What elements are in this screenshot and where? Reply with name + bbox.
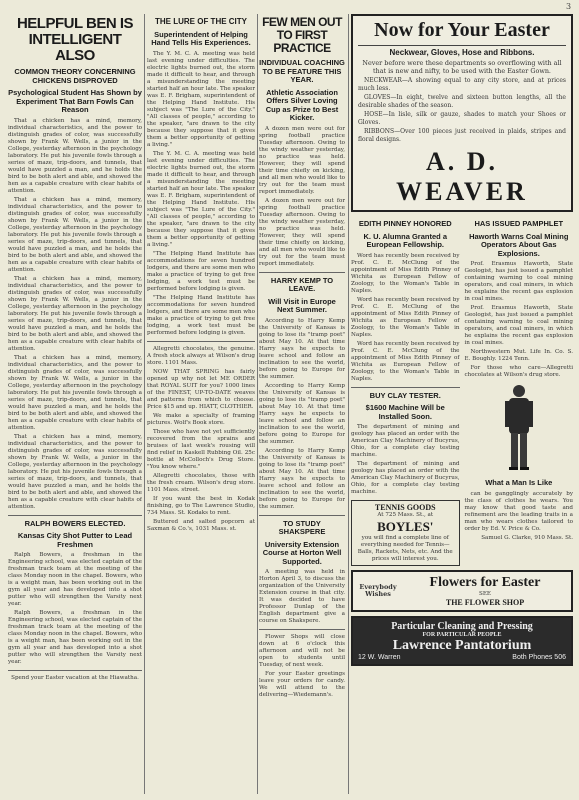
headline-shakspere: TO STUDY SHAKSPERE <box>278 518 326 536</box>
tennis-address: At 725 Mass. St., at <box>377 512 434 518</box>
easter-body: Never before were these departments so overflowing with all that is new and nifty, to be used with the Easter Gown. <box>362 59 562 75</box>
tennis-title: TENNIS GOODS <box>374 503 436 512</box>
headline-few-men: FEW MEN OUT TO FIRST PRACTICE <box>262 15 342 55</box>
article-body-pamphlet: Prof. Erasmus Haworth, State Geologist, has just issued a pamphlet containing warning to coal mining operators, and coal miners, in which he explains the recent gas explosion in coal mines. Prof. Erasmus Haworth, State Geologist, has just issued a pamphlet containing warning to coal mining operators, and coal miners, in which he explains the recent gas explosion in coal mines. Northwestern Mut. Life In. Co. S. E. Boughly. 1224 Tenn. For those who care—Allegretti chocolates at Wilson's drug store. <box>464 261 573 378</box>
deck-coaching: INDIVIDUAL COACHING TO BE FEATURE THIS YEAR. <box>259 58 345 84</box>
pantatorium-top: Particular Cleaning and Pressing <box>391 621 533 632</box>
deck-psychology: Psychological Student Has Shown by Experiment That Barn Fowls Can Reason <box>8 88 142 114</box>
ads-split-area <box>351 216 573 566</box>
divider <box>8 515 142 516</box>
page-number: 3 <box>566 2 572 11</box>
headline-lure-of-city: THE LURE OF THE CITY <box>155 17 247 26</box>
hiawatha-notice: Spend your Easter vacation at the Hiawatha. <box>11 675 139 681</box>
deck-pinney: K. U. Alumna Granted a European Fellowship. <box>363 231 447 249</box>
column-rule <box>348 14 349 794</box>
divider <box>259 629 345 630</box>
pantatorium-sub: FOR PARTICULAR PEOPLE <box>422 632 502 638</box>
headline-ralph-bowers: RALPH BOWERS ELECTED. <box>24 518 126 528</box>
easter-title: Now for Your Easter <box>374 19 550 41</box>
headline-clay-tester: BUY CLAY TESTER. <box>369 390 441 400</box>
headline-helpful-ben: HELPFUL BEN IS INTELLIGENT ALSO <box>16 15 134 64</box>
flower-shop: THE FLOWER SHOP <box>445 598 525 607</box>
pantatorium-name: Lawrence Pantatorium <box>392 638 532 653</box>
divider <box>259 515 345 516</box>
deck-chickens: COMMON THEORY CONCERNING CHICKENS DISPROVED <box>14 67 136 85</box>
headline-pamphlet: HAS ISSUED PAMPHLET <box>474 219 564 228</box>
deck-pamphlet: Haworth Warns Coal Mining Operators About Gas Explosions. <box>469 231 569 258</box>
flowers-left: Everybody Wishes <box>359 583 397 598</box>
divider <box>259 272 345 273</box>
article-body-pinney: Word has recently been received by Prof. C. E. McClung of the appointment of Miss Edith Pinney of Wichita as European Fellow of Zoology, to the Woman's Table in Naples. Word has recently been received by Prof. C. E. McClung of the appointment of Miss Edith Pinney of Wichita as European Fellow of Zoology, to the Woman's Table in Naples. Word has recently been received by Prof. C. E. McClung of the appointment of Miss Edith Pinney of Wichita as European Fellow of Zoology, to the Woman's Table in Naples. <box>351 252 460 382</box>
headline-harry-kemp: HARRY KEMP TO LEAVE. <box>270 275 334 293</box>
flowers-ad <box>351 570 573 612</box>
pantatorium-address: 12 W. Warren <box>358 654 401 661</box>
man-caption: What a Man Is Like <box>485 478 553 487</box>
easter-item: NECKWEAR—A showing equal to any city store, and at prices much less. <box>358 77 566 92</box>
article-body-football: A dozen men were out for spring football practice Tuesday afternoon. Owing to the windy weather yesterday, no practice was held. However, they will spend their time chiefly on kicking, and all men who would like to try out for the team must report immediately. A dozen men were out for spring football practice Tuesday afternoon. Owing to the windy weather yesterday, no practice was held. However, they will spend their time chiefly on kicking, and all men who would like to try out for the team must report immediately. <box>259 125 345 267</box>
easter-item: HOSE—In lisle, silk or gauze, shades to match your Shoes or Gloves. <box>358 111 566 126</box>
ads-left <box>351 216 460 566</box>
deck-clay-tester: $1600 Machine Will be Installed Soon. <box>365 403 445 421</box>
deck-helping-hand: Superintendent of Helping Hand Tells His Experiences. <box>151 29 251 47</box>
divider <box>147 341 255 342</box>
weaver-easter-ad <box>351 14 573 212</box>
ad-list-col2: Allegretti chocolates, the genuine. A fresh stock always at Wilson's drug store. 1101 Mass. NOW THAT SPRING has fairly opened up why not let ME ORDER that ROYAL SUIT for you? 1000 lines of the FINEST, UP-TO-DATE weaves and patterns from which to choose. Price $15 and up. HIATT, CLOTHIER. We make a specialty of framing pictures. Wolf's Book store. Those who have not yet sufficiently recovered from the sprains and bruises of last week's rousing will find relief in Kaskell Rubbing Oil. 25c bottle at McColloch's Drug Store. "You know where." Allegretti chocolates, those with the fresh cream. Wilson's drug store. 1101 Mass. street. If you want the best in Kodak finishing, go to The Lawrence Studio, 734 Mass. St. Kodaks to rent. Buttered and salted popcorn at Saxman & Co.'s, 1031 Mass. st. <box>147 345 255 532</box>
flowers-title: Flowers for Easter <box>429 575 541 590</box>
headline-pinney: EDITH PINNEY HONORED <box>358 219 452 228</box>
column-rule <box>144 14 145 794</box>
article-body-clay: The department of mining and geology has placed an order with the American Clay Machinery of Bucyrus, Ohio, for a complete clay testing machine. The department of mining and geology has placed an order with the American Clay Machinery of Bucyrus, Ohio, for a complete clay testing machine. <box>351 424 460 495</box>
column-2 <box>147 14 255 794</box>
tennis-store: BOYLES' <box>377 519 434 534</box>
column-1 <box>8 14 142 794</box>
pantatorium-ad <box>351 616 573 666</box>
deck-europe: Will Visit in Europe Next Summer. <box>268 296 336 314</box>
tennis-ad <box>351 500 460 566</box>
easter-subtitle: Neckwear, Gloves, Hose and Ribbons. <box>389 48 535 57</box>
ads-right <box>465 216 574 566</box>
easter-item: RIBBONS—Over 100 pieces just received in plaids, stripes and floral designs. <box>358 128 566 143</box>
deck-loving-cup: Athletic Association Offers Silver Loving Cup as Prize to Best Kicker. <box>265 87 339 122</box>
pantatorium-phone: Both Phones 506 <box>512 654 566 661</box>
deck-horton: University Extension Course at Horton Well Supported. <box>262 539 342 566</box>
column-4 <box>351 14 573 794</box>
tennis-body: you will find a complete line of everything needed for Tennis—Balls, Rackets, Nets, etc. And the prices will interest you. <box>357 535 453 562</box>
easter-items <box>358 77 566 143</box>
easter-item: GLOVES—In eight, twelve and sixteen button lengths, all the desirable shades of the season. <box>358 94 566 109</box>
man-illustration <box>495 381 543 475</box>
weaver-name: A. D. WEAVER <box>396 147 528 206</box>
ad-list-col3: Flower Shops will close down at 6 o'clock this afternoon and will not be open to students until Tuesday, of next week. For your Easter greetings leave your orders for candy. We will attend to the delivering—Wiedemann's. <box>259 634 345 698</box>
article-body-chickens: That a chicken has a mind, memory, individual characteristics, and the power to distinguish grades of color, was successfully shown by Frank W. Wells, a junior in the College, yesterday afternoon in the psychology laboratory. He put his juvenile fowls through a series of maze, trip-doors, and tunnels, that would have puzzled a man, and he holds the bird to be both alert and able, and showed the hen as a capable creature with clear habits of attention. That a chicken has a mind, memory, individual characteristics, and the power to distinguish grades of color, was successfully shown by Frank W. Wells, a junior in the College, yesterday afternoon in the psychology laboratory. He put his juvenile fowls through a series of maze, trip-doors, and tunnels, that would have puzzled a man, and he holds the bird to be both alert and able, and showed the hen as a capable creature with clear habits of attention. That a chicken has a mind, memory, individual characteristics, and the power to distinguish grades of color, was successfully shown by Frank W. Wells, a junior in the College, yesterday afternoon in the psychology laboratory. He put his juvenile fowls through a series of maze, trip-doors, and tunnels, that would have puzzled a man, and he holds the bird to be both alert and able, and showed the hen as a capable creature with clear habits of attention. That a chicken has a mind, memory, individual characteristics, and the power to distinguish grades of color, was successfully shown by Frank W. Wells, a junior in the College, yesterday afternoon in the psychology laboratory. He put his juvenile fowls through a series of maze, trip-doors, and tunnels, that would have puzzled a man, and he holds the bird to be both alert and able, and showed the hen as a capable creature with clear habits of attention. That a chicken has a mind, memory, individual characteristics, and the power to distinguish grades of color, was successfully shown by Frank W. Wells, a junior in the College, yesterday afternoon in the psychology laboratory. He put his juvenile fowls through a series of maze, trip-doors, and tunnels, that would have puzzled a man, and he holds the bird to be both alert and able, and showed the hen as a capable creature with clear habits of attention. <box>8 117 142 510</box>
article-body-shakspere: A meeting was held in Horton April 3, to discuss the organization of the University Extension course in that city. It was decided to have Professor Dunlap of the English department give a course on Shakspere. <box>259 569 345 624</box>
article-body-kemp: According to Harry Kemp the University of Kansas is going to lose its "tramp poet" about May 10. At that time Harry says he expects to leave school and follow an inclination to see the world, before going to Europe for the summer. According to Harry Kemp the University of Kansas is going to lose its "tramp poet" about May 10. At that time Harry says he expects to leave school and follow an inclination to see the world, before going to Europe for the summer. According to Harry Kemp the University of Kansas is going to lose its "tramp poet" about May 10. At that time Harry says he expects to leave school and follow an inclination to see the world, before going to Europe for the summer. <box>259 317 345 510</box>
divider <box>8 670 142 671</box>
article-body-bowers: Ralph Bowers, a freshman in the Engineering school, was elected captain of the freshman track team at the meeting of the class Monday noon in the chapel. Bowers, who is a weight man, has been working out in the gym all year and has developed into a shot putter who will strengthen the Varsity next year. Ralph Bowers, a freshman in the Engineering school, was elected captain of the freshman track team at the meeting of the class Monday noon in the chapel. Bowers, who is a weight man, has been working out in the gym all year and has developed into a shot putter who will strengthen the Varsity next year. <box>8 552 142 665</box>
column-rule <box>257 14 258 794</box>
column-3 <box>259 14 345 794</box>
deck-shot-putter: Kansas City Shot Putter to Lead Freshmen <box>17 531 133 549</box>
article-body-lure: The Y. M. C. A. meeting was held last evening under difficulties. The electric lights burned out, the storm made it difficult to hear, and through a misunderstanding the meeting started half an hour late. The speaker was E. F. Brigham, superintendent of the Helping Hand Institute. His subject was "The Lure of the City." "All classes of people," according to the speaker, "are drawn to the city because they suppose that it gives them a better opportunity of getting a living." The Y. M. C. A. meeting was held last evening under difficulties. The electric lights burned out, the storm made it difficult to hear, and through a misunderstanding the meeting started half an hour late. The speaker was E. F. Brigham, superintendent of the Helping Hand Institute. His subject was "The Lure of the City." "All classes of people," according to the speaker, "are drawn to the city because they suppose that it gives them a better opportunity of getting a living." "The Helping Hand Institute has accommodations for seven hundred lodgers, and there are some men who make a practice of trying to get free lodging, a work test must be performed before lodging is given. "The Helping Hand Institute has accommodations for seven hundred lodgers, and there are some men who make a practice of trying to get free lodging, a work test must be performed before lodging is given. <box>147 50 255 336</box>
flowers-see: SEE <box>479 591 491 597</box>
man-body: can be gangglingly accurately by the class of clothes he wears. You may know that good taste and refinement are the leading traits in a man who wears clothes tailored to order by Ed. V. Price & Co. Samuel G. Clarke, 910 Mass. St. <box>464 490 573 541</box>
